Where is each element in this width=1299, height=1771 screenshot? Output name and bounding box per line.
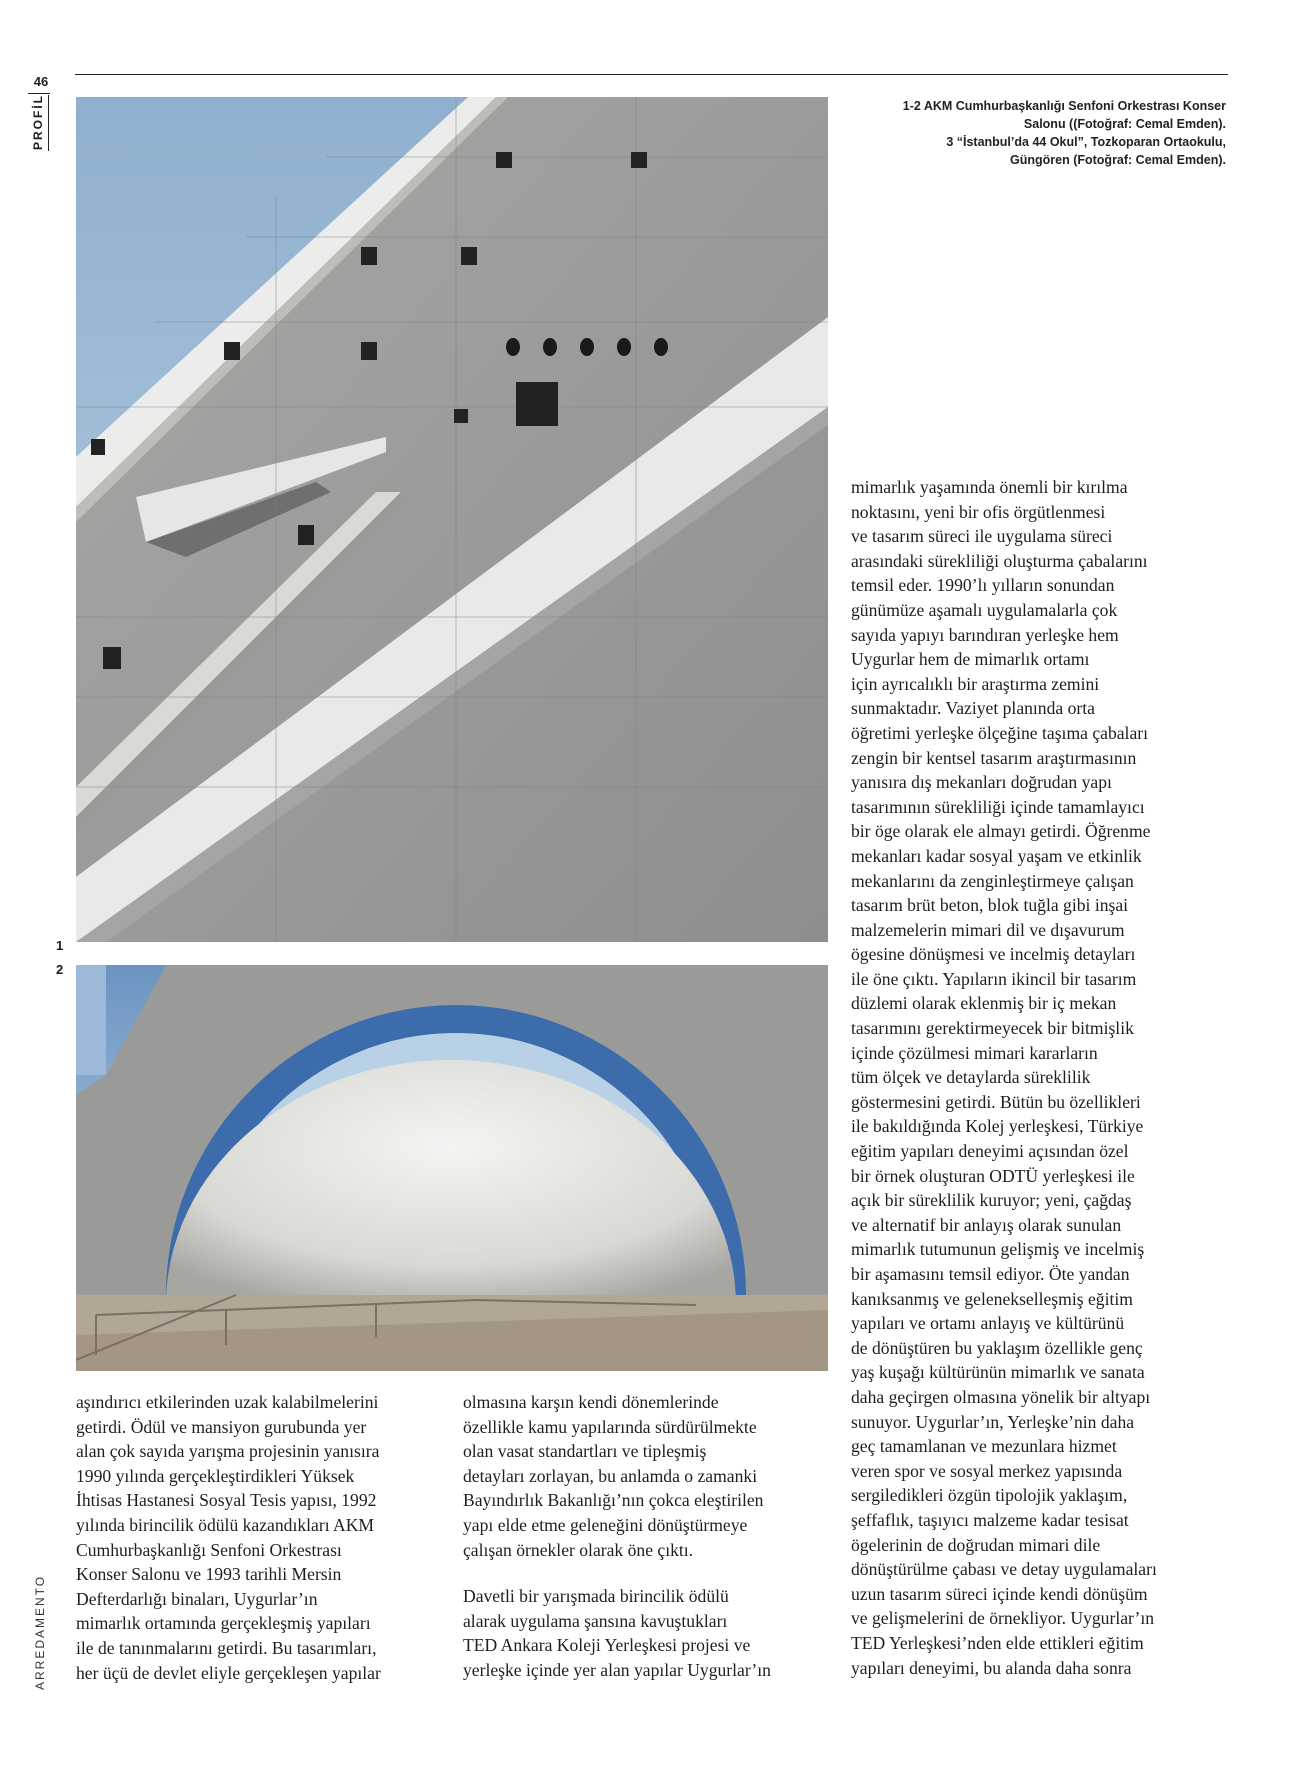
right-text-column [851, 475, 1231, 1680]
text-line: özellikle kamu yapılarında sürdürülmekte [463, 1416, 757, 1437]
text-line: geç tamamlanan ve mezunlara hizmet [851, 1436, 1117, 1457]
text-line: eğitim yapıları deneyimi açısından özel [851, 1141, 1129, 1162]
figure-2-label: 2 [56, 962, 64, 977]
text-line: tüm ölçek ve detaylarda süreklilik [851, 1067, 1091, 1088]
text-line: her üçü de devlet eliyle gerçekleşen yapılar [76, 1662, 381, 1683]
text-line: bir öge olarak ele almayı getirdi. Öğrenme [851, 821, 1151, 842]
photo-concert-hall-facade [76, 97, 828, 942]
text-line: bir aşamasını temsil ediyor. Öte yandan [851, 1264, 1130, 1284]
text-line: dönüştürülme çabası ve detay uygulamaları [851, 1559, 1157, 1580]
text-line: Bayındırlık Bakanlığı’nın çokca eleştirilen [463, 1490, 764, 1511]
text-line: zengin bir kentsel tasarım araştırmasının [851, 747, 1137, 768]
caption-line: Salonu ((Fotoğraf: Cemal Emden). [1023, 117, 1226, 131]
text-line: 1990 yılında gerçekleştirdikleri Yüksek [76, 1465, 355, 1486]
text-line: Defterdarlığı binaları, Uygurlar’ın [76, 1588, 318, 1609]
text-line: tasarım brüt beton, blok tuğla gibi inşai [851, 895, 1129, 916]
figure-1-label: 1 [56, 938, 64, 953]
section-tag: PROFİL [31, 94, 45, 150]
text-line: noktasını, yeni bir ofis örgütlenmesi [851, 501, 1106, 522]
right-column-paragraph [851, 475, 1231, 1680]
text-line: kanıksanmış ve gelenekselleşmiş eğitim [851, 1288, 1133, 1309]
text-line: tasarımını gerektirmeyecek bir bitmişlik [851, 1018, 1134, 1039]
left-column-paragraph [76, 1390, 446, 1685]
text-line: açık bir süreklilik kuruyor; yeni, çağdaş [851, 1190, 1132, 1211]
middle-column-paragraph-2 [463, 1584, 833, 1682]
text-line: de dönüştüren bu yaklaşım özellikle genç [851, 1337, 1143, 1358]
text-line: yanısıra dış mekanları doğrudan yapı [851, 772, 1112, 793]
text-line: uzun tasarım süreci içinde kendi dönüşüm [851, 1583, 1148, 1604]
magazine-name: ARREDAMENTO [33, 1574, 47, 1690]
left-text-column [76, 1390, 446, 1685]
page-number: 46 [33, 74, 49, 89]
text-line: Cumhurbaşkanlığı Senfoni Orkestrası [76, 1539, 342, 1560]
text-line: için ayrıcalıklı bir araştırma zemini [851, 673, 1100, 694]
text-line: tasarımının sürekliliği içinde tamamlayıcı [851, 796, 1145, 817]
text-line: Davetli bir yarışmada birincilik ödülü [463, 1586, 729, 1607]
text-line: göstermesini getirdi. Bütün bu özellikleri [851, 1091, 1141, 1112]
photo-caption [850, 97, 1226, 169]
text-line: ve gelişmelerini de örnekliyor. Uygurlar’ın [851, 1608, 1155, 1629]
text-line: mekanları kadar sosyal yaşam ve etkinlik [851, 845, 1142, 866]
text-line: ile öne çıktı. Yapıların ikincil bir tasarım [851, 968, 1137, 989]
text-line: ile bakıldığında Kolej yerleşkesi, Türkiye [851, 1116, 1144, 1137]
text-line: yapı elde etme geleneğini dönüştürmeye [463, 1514, 748, 1535]
text-line: detayları zorlayan, bu anlamda o zamanki [463, 1465, 758, 1486]
text-line: Konser Salonu ve 1993 tarihli Mersin [76, 1564, 342, 1585]
text-line: düzlemi olarak eklenmiş bir iç mekan [851, 993, 1117, 1014]
text-line: içinde çözülmesi mimari kararların [851, 1042, 1098, 1063]
text-line: Uygurlar hem de mimarlık ortamı [851, 649, 1090, 670]
text-line: mimarlık yaşamında önemli bir kırılma [851, 477, 1128, 497]
middle-text-column [463, 1390, 833, 1683]
text-line: getirdi. Ödül ve mansiyon gurubunda yer [76, 1416, 367, 1437]
text-line: ögesine dönüşmesi ve incelmiş detayları [851, 944, 1136, 965]
text-line: olan vasat standartları ve tipleşmiş [463, 1441, 707, 1462]
text-line: günümüze aşamalı uygulamalarla çok [851, 599, 1118, 620]
text-line: sunmaktadır. Vaziyet planında orta [851, 698, 1095, 719]
text-line: ögelerinin de doğrudan mimari dile [851, 1534, 1101, 1555]
text-line: şeffaflık, taşıyıcı malzeme kadar tesisat [851, 1509, 1129, 1530]
text-line: mekanlarını da zenginleştirmeye çalışan [851, 870, 1134, 891]
text-line: malzemelerin mimari dil ve dışavurum [851, 919, 1125, 940]
text-line: daha geçirgen olmasına yönelik bir altyapı [851, 1386, 1151, 1407]
text-line: alarak uygulama şansına kavuştukları [463, 1610, 728, 1631]
caption-line: 3 “İstanbul’da 44 Okul”, Tozkoparan Ortaokulu, [946, 135, 1226, 149]
text-line: TED Ankara Koleji Yerleşkesi projesi ve [463, 1635, 751, 1656]
text-line: bir örnek oluşturan ODTÜ yerleşkesi ile [851, 1165, 1135, 1186]
text-line: alan çok sayıda yarışma projesinin yanısıra [76, 1441, 380, 1462]
caption-line: 1-2 AKM Cumhurbaşkanlığı Senfoni Orkestrası Konser [902, 99, 1226, 113]
text-line: TED Yerleşkesi’nden elde ettikleri eğitim [851, 1632, 1144, 1653]
text-line: ve alternatif bir anlayış olarak sunulan [851, 1214, 1122, 1235]
text-line: yaş kuşağı kültürünün mimarlık ve sanata [851, 1362, 1145, 1383]
text-line: sergiledikleri özgün tipolojik yaklaşım, [851, 1485, 1128, 1506]
caption-line: Güngören (Fotoğraf: Cemal Emden). [1010, 153, 1226, 167]
header-rule [75, 74, 1228, 75]
text-line: çalışan örnekler olarak öne çıktı. [463, 1539, 694, 1560]
text-line: yapıları deneyimi, bu alanda daha sonra [851, 1657, 1132, 1678]
text-line: yılında birincilik ödülü kazandıkları AKM [76, 1514, 375, 1535]
text-line: İhtisas Hastanesi Sosyal Tesis yapısı, 1992 [76, 1490, 377, 1511]
section-rule [48, 95, 49, 151]
text-line: yapıları ve ortamı anlayış ve kültürünü [851, 1313, 1125, 1334]
text-line: olmasına karşın kendi dönemlerinde [463, 1392, 719, 1412]
text-line: öğretimi yerleşke ölçeğine taşıma çabaları [851, 722, 1149, 743]
middle-column-paragraph-1 [463, 1390, 833, 1562]
text-line: sunuyor. Uygurlar’ın, Yerleşke’nin daha [851, 1411, 1135, 1432]
text-line: ve tasarım süreci ile uygulama süreci [851, 526, 1113, 547]
text-line: ile de tanınmalarını getirdi. Bu tasarımları, [76, 1637, 377, 1658]
text-line: arasındaki sürekliliği oluşturma çabalarını [851, 550, 1148, 571]
photo-concert-hall-dome [76, 965, 828, 1371]
text-line: veren spor ve sosyal merkez yapısında [851, 1460, 1123, 1481]
text-line: sayıda yapıyı barındıran yerleşke hem [851, 624, 1119, 645]
text-line: temsil eder. 1990’lı yılların sonundan [851, 575, 1115, 596]
text-line: aşındırıcı etkilerinden uzak kalabilmelerini [76, 1392, 379, 1412]
text-line: yerleşke içinde yer alan yapılar Uygurlar’ın [463, 1659, 771, 1680]
text-line: mimarlık tutumunun gelişmiş ve incelmiş [851, 1239, 1145, 1260]
text-line: mimarlık ortamında gerçekleşmiş yapıları [76, 1613, 371, 1634]
